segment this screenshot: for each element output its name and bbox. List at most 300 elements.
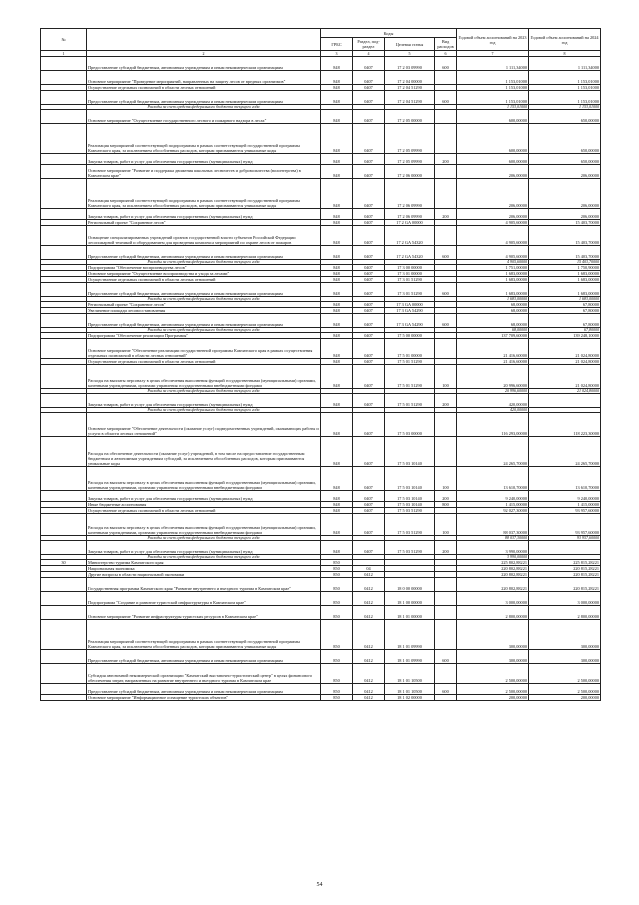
cell-target: 17 2 06 00000 (385, 165, 435, 179)
table-row (41, 71, 601, 85)
cell-2024: 2 500,00000 (529, 684, 601, 695)
cell-razdel: 0407 (353, 308, 385, 314)
cell-2023: 2 800,00000 (457, 606, 529, 620)
cell-2024: 1 683,00000 (529, 297, 601, 302)
cell-num (41, 246, 87, 260)
cell-razdel: 0407 (353, 302, 385, 308)
table-row (41, 165, 601, 179)
cell-num (41, 365, 87, 389)
cell-num (41, 91, 87, 105)
cell-2024: 15 403,70000 (529, 226, 601, 246)
cell-num (41, 491, 87, 502)
cell-2024: 650,00000 (529, 110, 601, 124)
cell-grbs: 848 (321, 437, 353, 467)
cell-razdel: 0407 (353, 246, 385, 260)
cell-vid (435, 695, 457, 701)
cell-name: Предоставление субсидий бюджетным, автономным учреждениям и иным некоммерческим организациям (87, 246, 321, 260)
cell-name: Осуществление отдельных полномочий в области лесных отношений (87, 277, 321, 283)
cell-grbs: 848 (321, 394, 353, 408)
cell-grbs: 848 (321, 467, 353, 491)
cell-2023: 3 000,00000 (457, 592, 529, 606)
cell-name: Расходы на выплаты персоналу в целях обеспечения выполнения функций государственными (муниципальными) органами, казенными учреждениями, органами управления государственными внебюджетными фондами (87, 467, 321, 491)
cell-2024: 139 248,10000 (529, 333, 601, 339)
cell-num: 30 (41, 560, 87, 566)
table-row (41, 620, 601, 650)
cell-vid: 100 (435, 514, 457, 536)
cell-note-label: Расходы за счет средств федерального бюджета текущего года (87, 389, 321, 394)
cell-2023: 88 037,30000 (457, 536, 529, 541)
cell-num (41, 467, 87, 491)
cell-2023: 600,00000 (457, 124, 529, 154)
cell-name: Расходы на обеспечение деятельности (оказание услуг) учреждений, в том числе на предоставление государственным бюджетным и автономным учреждениям субсидий, за исключением обособленных расходов, которым присваиваются уникальные коды (87, 437, 321, 467)
cell-num (41, 165, 87, 179)
cell-grbs: 848 (321, 57, 353, 71)
cell-name: Подпрограмма "Обеспечение воспроизводства лесов" (87, 265, 321, 271)
cell-name: Предоставление субсидий бюджетным, автономным учреждениям и иным некоммерческим организациям (87, 283, 321, 297)
cell-2024: 1 153,01000 (529, 105, 601, 110)
cell-target: 17 2 06 09990 (385, 179, 435, 209)
cell-name: Реализация мероприятий соответствующей подпрограммы в рамках соответствующей государственной программы Камчатского края, за исключением обособленных расходов, которым присваиваются уникальные коды (87, 620, 321, 650)
cell-razdel: 0407 (353, 265, 385, 271)
cell-num (41, 650, 87, 664)
cell-razdel: 0407 (353, 209, 385, 220)
cell-2024: 24 265,70000 (529, 437, 601, 467)
table-row (41, 664, 601, 684)
cell-vid: 200 (435, 154, 457, 165)
cell-name: Основное мероприятие "Обеспечение деятельности (оказание услуг) подведомственных учреждений, оказывающих работы и услуги в области лесных отношений" (87, 413, 321, 437)
cell-grbs: 848 (321, 541, 353, 555)
cell-razdel: 0407 (353, 394, 385, 408)
cell-target: 17 2 04 51290 (385, 85, 435, 91)
cell-name: Расходы на выплаты персоналу в целях обеспечения выполнения функций государственными (муниципальными) органами, казенными учреждениями, органами управления государственными внебюджетными фондами (87, 514, 321, 536)
cell-grbs: 848 (321, 302, 353, 308)
cell-vid (435, 226, 457, 246)
cell-grbs: 848 (321, 85, 353, 91)
col-number: 3 (321, 51, 353, 57)
cell-num (41, 413, 87, 437)
cell-name: Расходы на выплаты персоналу в целях обеспечения выполнения функций государственными (муниципальными) органами, казенными учреждениями, органами управления государственными внебюджетными фондами (87, 365, 321, 389)
cell-num (41, 684, 87, 695)
cell-razdel: 0407 (353, 467, 385, 491)
cell-razdel: 0407 (353, 91, 385, 105)
cell-2024: 1 683,00000 (529, 271, 601, 277)
cell-razdel: 0407 (353, 271, 385, 277)
cell-name: Реализация мероприятий соответствующей подпрограммы в рамках соответствующей государственной программы Камчатского края, за исключением обособленных расходов, которым присваиваются уникальные коды (87, 124, 321, 154)
cell-2024: 67,80000 (529, 328, 601, 333)
cell-2023: 20 996,60000 (457, 365, 529, 389)
table-row (41, 491, 601, 502)
cell-grbs: 848 (321, 308, 353, 314)
cell-2023: 9 240,00000 (457, 491, 529, 502)
cell-target: 18 1 02 00000 (385, 695, 435, 701)
cell-grbs: 850 (321, 572, 353, 578)
cell-grbs: 848 (321, 220, 353, 226)
cell-2023: 220 802,88221 (457, 566, 529, 572)
cell-num (41, 541, 87, 555)
cell-target: 17 2 GA 00000 (385, 220, 435, 226)
cell-target: 17 2 05 09990 (385, 154, 435, 165)
cell-num (41, 57, 87, 71)
cell-grbs: 848 (321, 508, 353, 514)
cell-target: 17 2 05 09990 (385, 124, 435, 154)
cell-2024: 200,00000 (529, 695, 601, 701)
cell-2023: 21 416,60000 (457, 359, 529, 365)
cell-vid: 600 (435, 684, 457, 695)
cell-2024: 1 750,90000 (529, 265, 601, 271)
cell-target: 17 5 03 00000 (385, 413, 435, 437)
cell-target: 17 3 01 00000 (385, 271, 435, 277)
cell-name: Региональный проект "Сохранение лесов" (87, 220, 321, 226)
cell-2024: 225 815,28221 (529, 560, 601, 566)
table-row (41, 154, 601, 165)
cell-grbs: 848 (321, 339, 353, 359)
col-number: 8 (529, 51, 601, 57)
cell-name: Предоставление субсидий бюджетным, автономным учреждениям и иным некоммерческим организациям (87, 314, 321, 328)
cell-target: 18 1 01 10500 (385, 684, 435, 695)
cell-2024: 67,80000 (529, 314, 601, 328)
cell-2024: 1 683,00000 (529, 277, 601, 283)
cell-2023: 68,00000 (457, 302, 529, 308)
cell-num (41, 71, 87, 85)
cell-name: Предоставление субсидий бюджетным, автономным учреждениям и иным некоммерческим организациям (87, 650, 321, 664)
cell-grbs: 850 (321, 620, 353, 650)
cell-grbs: 848 (321, 91, 353, 105)
cell-name: Основное мероприятие "Осуществление государственного лесного и пожарного надзора в лесах" (87, 110, 321, 124)
cell-note-label: Расходы за счет средств федерального бюджета текущего года (87, 105, 321, 110)
cell-2024: 650,00000 (529, 124, 601, 154)
cell-target: 17 2 04 00000 (385, 71, 435, 85)
cell-vid: 200 (435, 491, 457, 502)
cell-vid (435, 71, 457, 85)
header-2024: Годовой объем ассигнований на 2024 год (529, 29, 601, 51)
table-row (41, 339, 601, 359)
cell-grbs: 848 (321, 502, 353, 508)
cell-2023: 1 153,01000 (457, 71, 529, 85)
cell-2023: 1 751,00000 (457, 265, 529, 271)
cell-note-label: Расходы за счет средств федерального бюджета текущего года (87, 260, 321, 265)
cell-grbs: 848 (321, 226, 353, 246)
cell-num (41, 124, 87, 154)
cell-name: Региональный проект "Сохранение лесов" (87, 302, 321, 308)
cell-num (41, 179, 87, 209)
cell-2023: 1 153,01000 (457, 85, 529, 91)
header-target: Целевая статья (385, 38, 435, 51)
cell-grbs: 848 (321, 333, 353, 339)
cell-vid (435, 592, 457, 606)
cell-target: 17 5 01 51290 (385, 359, 435, 365)
cell-target: 17 5 03 10140 (385, 491, 435, 502)
cell-grbs: 848 (321, 283, 353, 297)
table-row (41, 514, 601, 536)
cell-razdel: 0412 (353, 650, 385, 664)
cell-target: 17 5 01 00000 (385, 339, 435, 359)
cell-2023: 13 610,70000 (457, 467, 529, 491)
cell-grbs: 848 (321, 413, 353, 437)
cell-grbs: 848 (321, 359, 353, 365)
cell-target: 17 2 05 00000 (385, 110, 435, 124)
cell-vid (435, 413, 457, 437)
cell-name: Предоставление субсидий бюджетным, автономным учреждениям и иным некоммерческим организациям (87, 57, 321, 71)
cell-name: Закупка товаров, работ и услуг для обеспечения государственных (муниципальных) нужд (87, 394, 321, 408)
cell-grbs: 848 (321, 365, 353, 389)
cell-vid: 600 (435, 57, 457, 71)
cell-vid (435, 124, 457, 154)
cell-grbs: 850 (321, 592, 353, 606)
cell-2024: 15 403,70000 (529, 246, 601, 260)
cell-2024: 3 000,00000 (529, 592, 601, 606)
table-row (41, 110, 601, 124)
cell-razdel: 0412 (353, 664, 385, 684)
cell-2023: 600,00000 (457, 110, 529, 124)
cell-grbs: 848 (321, 246, 353, 260)
cell-target: 17 3 01 51290 (385, 283, 435, 297)
cell-2024: 206,00000 (529, 165, 601, 179)
cell-2023: 1 683,00000 (457, 271, 529, 277)
cell-2024: 13 610,70000 (529, 467, 601, 491)
cell-name: Закупка товаров, работ и услуг для обеспечения государственных (муниципальных) нужд (87, 154, 321, 165)
col-number: 5 (385, 51, 435, 57)
table-row (41, 394, 601, 408)
cell-2024: 650,00000 (529, 154, 601, 165)
cell-2024: 206,00000 (529, 209, 601, 220)
table-row (41, 283, 601, 297)
cell-vid (435, 165, 457, 179)
cell-name: Национальная экономика (87, 566, 321, 572)
cell-target: 17 5 03 51290 (385, 514, 435, 536)
cell-2023: 68,00000 (457, 308, 529, 314)
cell-num (41, 606, 87, 620)
cell-2023: 3 990,00000 (457, 541, 529, 555)
cell-razdel: 0407 (353, 333, 385, 339)
cell-grbs: 850 (321, 684, 353, 695)
cell-vid (435, 620, 457, 650)
cell-razdel: 0407 (353, 413, 385, 437)
table-row (41, 179, 601, 209)
cell-2024: 1 153,01000 (529, 71, 601, 85)
cell-razdel: 0407 (353, 154, 385, 165)
cell-vid: 600 (435, 283, 457, 297)
cell-target: 17 5 01 51290 (385, 394, 435, 408)
cell-razdel: 0407 (353, 541, 385, 555)
cell-2024: 1 415,00000 (529, 502, 601, 508)
table-row (41, 57, 601, 71)
cell-2024: 1 683,00000 (529, 283, 601, 297)
cell-razdel: 0412 (353, 578, 385, 592)
table-row (41, 684, 601, 695)
cell-razdel: 0407 (353, 314, 385, 328)
cell-grbs: 848 (321, 491, 353, 502)
table-row (41, 314, 601, 328)
cell-note-label: Расходы за счет средств федерального бюджета текущего года (87, 408, 321, 413)
cell-razdel: 0407 (353, 226, 385, 246)
cell-2023: 92 027,30000 (457, 508, 529, 514)
cell-vid: 600 (435, 650, 457, 664)
cell-num (41, 394, 87, 408)
cell-2023: 4 905,60000 (457, 220, 529, 226)
cell-2023: 68,00000 (457, 328, 529, 333)
cell-vid: 100 (435, 365, 457, 389)
cell-name: Субсидия автономной некоммерческой организации "Камчатский выставочно-туристический центр" в целях финансового обеспечения затрат, направленных на развитие внутреннего и въездного туризма в Камчатском крае (87, 664, 321, 684)
cell-2023: 1 683,00000 (457, 277, 529, 283)
cell-target: 17 5 00 00000 (385, 333, 435, 339)
cell-2023: 137 709,60000 (457, 333, 529, 339)
header-grbs: ГРБС (321, 38, 353, 51)
cell-grbs: 848 (321, 71, 353, 85)
cell-2023: 206,00000 (457, 209, 529, 220)
cell-num (41, 209, 87, 220)
budget-table-page (40, 28, 600, 701)
cell-grbs: 848 (321, 154, 353, 165)
cell-target: 17 5 01 51290 (385, 365, 435, 389)
cell-target: 17 3 GA 00000 (385, 302, 435, 308)
cell-razdel: 0407 (353, 179, 385, 209)
cell-note-label: Расходы за счет средств федерального бюджета текущего года (87, 555, 321, 560)
cell-2023: 3 990,00000 (457, 555, 529, 560)
cell-2023: 2 500,00000 (457, 664, 529, 684)
cell-name: Предоставление субсидий бюджетным, автономным учреждениям и иным некоммерческим организациям (87, 684, 321, 695)
cell-vid: 200 (435, 394, 457, 408)
table-row (41, 365, 601, 389)
cell-vid (435, 664, 457, 684)
cell-razdel: 0407 (353, 85, 385, 91)
cell-2023: 200,00000 (457, 695, 529, 701)
cell-name: Осуществление отдельных полномочий в области лесных отношений (87, 508, 321, 514)
col-number: 2 (87, 51, 321, 57)
cell-grbs: 850 (321, 578, 353, 592)
page-number: 54 (316, 882, 323, 888)
table-row (41, 592, 601, 606)
cell-2023: 1 153,01000 (457, 105, 529, 110)
table-row (41, 226, 601, 246)
cell-2023: 1 683,00000 (457, 297, 529, 302)
cell-target: 17 3 01 51290 (385, 277, 435, 283)
cell-num (41, 283, 87, 297)
cell-grbs: 850 (321, 606, 353, 620)
cell-target: 18 1 00 00000 (385, 592, 435, 606)
cell-vid (435, 179, 457, 209)
cell-2023: 20 996,60000 (457, 389, 529, 394)
table-row (41, 650, 601, 664)
cell-target: 17 2 06 09990 (385, 209, 435, 220)
budget-table (40, 28, 601, 701)
cell-grbs: 848 (321, 314, 353, 328)
cell-num (41, 578, 87, 592)
table-row (41, 578, 601, 592)
cell-2024: 220 815,28221 (529, 566, 601, 572)
table-row (41, 541, 601, 555)
header-num: № (41, 29, 87, 51)
col-number: 4 (353, 51, 385, 57)
cell-name: Закупка товаров, работ и услуг для обеспечения государственных (муниципальных) нужд (87, 541, 321, 555)
cell-grbs: 848 (321, 209, 353, 220)
cell-target: 17 2 GA 54320 (385, 246, 435, 260)
cell-2023: 24 265,70000 (457, 437, 529, 467)
cell-razdel: 0407 (353, 365, 385, 389)
cell-razdel: 0407 (353, 124, 385, 154)
cell-num (41, 514, 87, 536)
cell-note-label: Расходы за счет средств федерального бюджета текущего года (87, 536, 321, 541)
cell-2023: 4 905,60000 (457, 246, 529, 260)
table-body (41, 57, 601, 701)
cell-target: 18 1 01 09990 (385, 650, 435, 664)
header-vid: Вид расходов (435, 38, 457, 51)
cell-2024: 2 800,00000 (529, 606, 601, 620)
cell-vid: 600 (435, 246, 457, 260)
cell-vid: 200 (435, 209, 457, 220)
cell-note-label: Расходы за счет средств федерального бюджета текущего года (87, 297, 321, 302)
cell-razdel: 0407 (353, 491, 385, 502)
cell-2024: 2 500,00000 (529, 664, 601, 684)
cell-2023: 21 416,60000 (457, 339, 529, 359)
cell-name: Министерство туризма Камчатского края (87, 560, 321, 566)
cell-name: Оснащение специализированных учреждений органов государственной власти субъектов Российской Федерации лесопожарной техникой и оборудованием для проведения комплекса мероприятий по охране лесов от пожаров (87, 226, 321, 246)
cell-razdel: 04 (353, 566, 385, 572)
cell-2023: 220 802,88221 (457, 578, 529, 592)
cell-razdel: 0407 (353, 508, 385, 514)
cell-num (41, 620, 87, 650)
cell-razdel: 0407 (353, 502, 385, 508)
table-row (41, 467, 601, 491)
cell-name: Основное мероприятие "Проведение мероприятий, направленных на защиту лесов от вредных организмов" (87, 71, 321, 85)
cell-target: 17 5 03 51290 (385, 541, 435, 555)
cell-num (41, 154, 87, 165)
cell-2023: 600,00000 (457, 154, 529, 165)
cell-2024: 67,80000 (529, 308, 601, 314)
cell-razdel: 0407 (353, 339, 385, 359)
cell-target: 17 2 04 51290 (385, 91, 435, 105)
cell-target: 18 1 01 00000 (385, 606, 435, 620)
cell-num (41, 664, 87, 684)
table-row (41, 437, 601, 467)
cell-2024: 300,00000 (529, 650, 601, 664)
cell-name: Подпрограмма "Создание и развитие туристской инфраструктуры в Камчатском крае" (87, 592, 321, 606)
cell-target: 18 1 01 09990 (385, 620, 435, 650)
cell-vid: 100 (435, 467, 457, 491)
cell-2024: 15 403,70000 (529, 260, 601, 265)
cell-2023: 206,00000 (457, 165, 529, 179)
cell-2023: 420,00000 (457, 394, 529, 408)
cell-target: 17 5 03 10140 (385, 467, 435, 491)
cell-num (41, 339, 87, 359)
cell-target: 18 0 00 00000 (385, 578, 435, 592)
table-row (41, 606, 601, 620)
cell-2023: 4 905,60000 (457, 226, 529, 246)
header-2023: Годовой объем ассигнований на 2023 год (457, 29, 529, 51)
cell-2024: 67,80000 (529, 302, 601, 308)
cell-grbs: 850 (321, 566, 353, 572)
cell-2024: 300,00000 (529, 620, 601, 650)
cell-2023: 206,00000 (457, 179, 529, 209)
cell-2024: 21 024,80000 (529, 389, 601, 394)
cell-target: 17 5 03 10140 (385, 502, 435, 508)
cell-note-label: Расходы за счет средств федерального бюджета текущего года (87, 328, 321, 333)
cell-razdel: 0407 (353, 220, 385, 226)
cell-2024: 21 024,80000 (529, 365, 601, 389)
cell-target: 17 3 GA 54290 (385, 308, 435, 314)
cell-vid: 800 (435, 502, 457, 508)
table-row (41, 91, 601, 105)
cell-grbs: 848 (321, 179, 353, 209)
cell-razdel: 0407 (353, 110, 385, 124)
cell-2023: 220 802,88221 (457, 572, 529, 578)
cell-2024: 1 111,34000 (529, 57, 601, 71)
cell-razdel: 0407 (353, 165, 385, 179)
col-number: 7 (457, 51, 529, 57)
cell-razdel: 0412 (353, 620, 385, 650)
cell-grbs: 850 (321, 560, 353, 566)
cell-razdel: 0407 (353, 277, 385, 283)
col-number: 6 (435, 51, 457, 57)
